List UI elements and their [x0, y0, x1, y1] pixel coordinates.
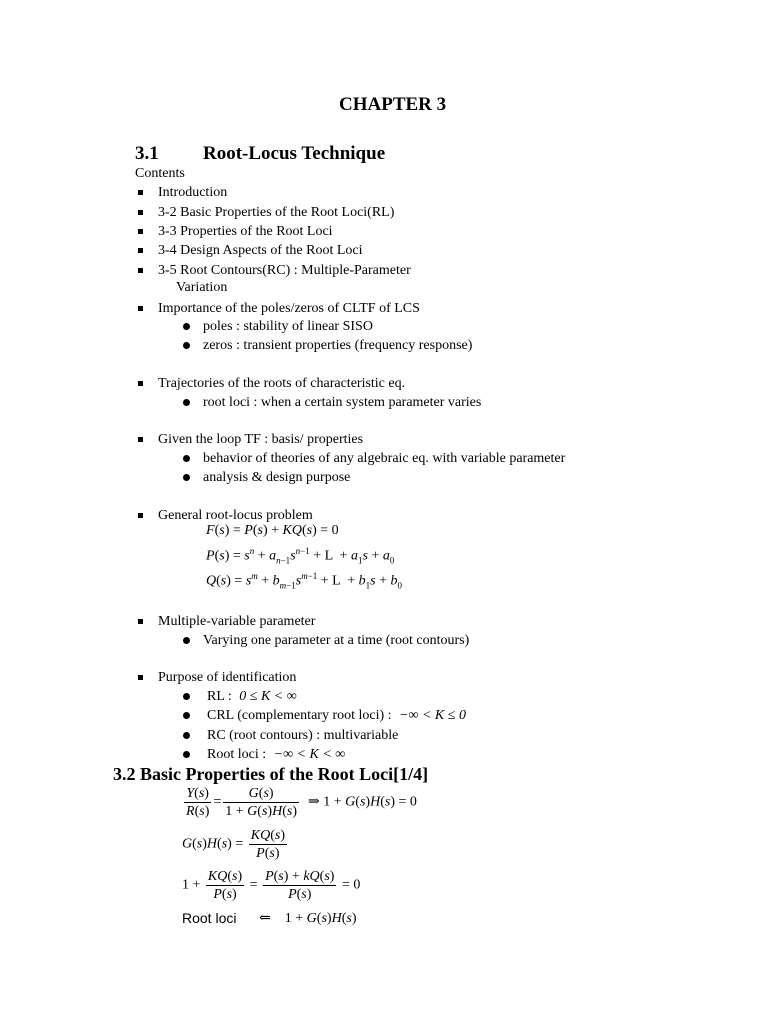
square-bullet-icon	[138, 381, 143, 386]
round-bullet-icon	[183, 474, 190, 481]
section-title: Root-Locus Technique	[203, 143, 386, 164]
purpose-math: −∞ < K ≤ 0	[399, 708, 466, 723]
square-bullet-icon	[138, 248, 143, 253]
purpose-title: Purpose of identification	[158, 670, 297, 685]
purpose-math: −∞ < K < ∞	[273, 747, 346, 762]
list-item	[207, 727, 398, 745]
list-item: 3-3 Properties of the Root Loci	[158, 224, 333, 239]
list-item: Introduction	[158, 185, 228, 200]
round-bullet-icon	[183, 342, 190, 349]
list-item	[207, 707, 466, 725]
importance-title: Importance of the poles/zeros of CLTF of LCS	[158, 301, 420, 316]
root-loci-label: Root loci	[182, 910, 237, 926]
equation-loop-tf: G(s)H(s) = $\frac{KQ(s)}{P(s)}$	[182, 828, 285, 861]
round-bullet-icon	[183, 399, 190, 406]
square-bullet-icon	[138, 268, 143, 273]
purpose-math: 0 ≤ K < ∞	[239, 689, 297, 704]
chapter-title: CHAPTER 3	[339, 94, 447, 115]
list-item: analysis & design purpose	[203, 470, 351, 485]
square-bullet-icon	[138, 437, 143, 442]
round-bullet-icon	[183, 323, 190, 330]
equation-char: 1 + $\frac{KQ(s)}{P(s)}$ = $\frac{P(s) + kQ(s)}{P(s)}$ = 0	[182, 869, 361, 902]
square-bullet-icon	[138, 675, 143, 680]
list-item: 3-4 Design Aspects of the Root Loci	[158, 243, 363, 258]
round-bullet-icon	[183, 693, 190, 700]
round-bullet-icon	[183, 712, 190, 719]
purpose-label: RL :	[207, 689, 232, 704]
equation-q: $Q(s) = s^m + b_{m-1}s^{m-1} + L + b_1s + b_0$	[206, 571, 402, 591]
list-item: Varying one parameter at a time (root contours)	[203, 633, 470, 648]
general-title: General root-locus problem	[158, 508, 313, 523]
purpose-label: Root loci :	[207, 747, 267, 762]
round-bullet-icon	[183, 455, 190, 462]
multiple-title: Multiple-variable parameter	[158, 614, 316, 629]
square-bullet-icon	[138, 619, 143, 624]
round-bullet-icon	[183, 732, 190, 739]
square-bullet-icon	[138, 210, 143, 215]
square-bullet-icon	[138, 513, 143, 518]
list-item: poles : stability of linear SISO	[203, 319, 373, 334]
list-item: 3-5 Root Contours(RC) : Multiple-Parameter	[158, 263, 411, 278]
square-bullet-icon	[138, 190, 143, 195]
trajectories-title: Trajectories of the roots of characteristic eq.	[158, 376, 406, 391]
round-bullet-icon	[183, 751, 190, 758]
list-item	[207, 746, 345, 764]
purpose-label: CRL (complementary root loci) :	[207, 708, 392, 723]
list-item: root loci : when a certain system parameter varies	[203, 395, 482, 410]
list-item: zeros : transient properties (frequency response)	[203, 338, 473, 353]
list-item: 3-2 Basic Properties of the Root Loci(RL)	[158, 205, 395, 220]
square-bullet-icon	[138, 229, 143, 234]
equation-p: $P(s) = s^n + a_{n-1}s^{n-1} + L + a_1s + a_0$	[206, 546, 395, 566]
contents-label: Contents	[135, 166, 185, 181]
list-item: behavior of theories of any algebraic eq. with variable parameter	[203, 451, 566, 466]
given-title: Given the loop TF : basis/ properties	[158, 432, 364, 447]
purpose-label: RC (root contours) : multivariable	[207, 728, 399, 743]
root-loci-expression: ⇐ 1 + G(s)H(s)	[259, 911, 357, 926]
equation-f: F(s) = P(s) + KQ(s) = 0	[206, 523, 339, 538]
list-item-continuation: Variation	[176, 280, 228, 295]
equation-closed-loop: $\frac{Y(s)}{R(s)}$ = $\frac{G(s)}{1 + G(s)H(s)}$ ⇒ 1 + G(s)H(s) = 0	[186, 786, 417, 819]
section-2-title: 3.2 Basic Properties of the Root Loci[1/4]	[113, 764, 429, 784]
square-bullet-icon	[138, 306, 143, 311]
section-number: 3.1	[135, 143, 159, 164]
round-bullet-icon	[183, 637, 190, 644]
list-item	[207, 688, 297, 706]
